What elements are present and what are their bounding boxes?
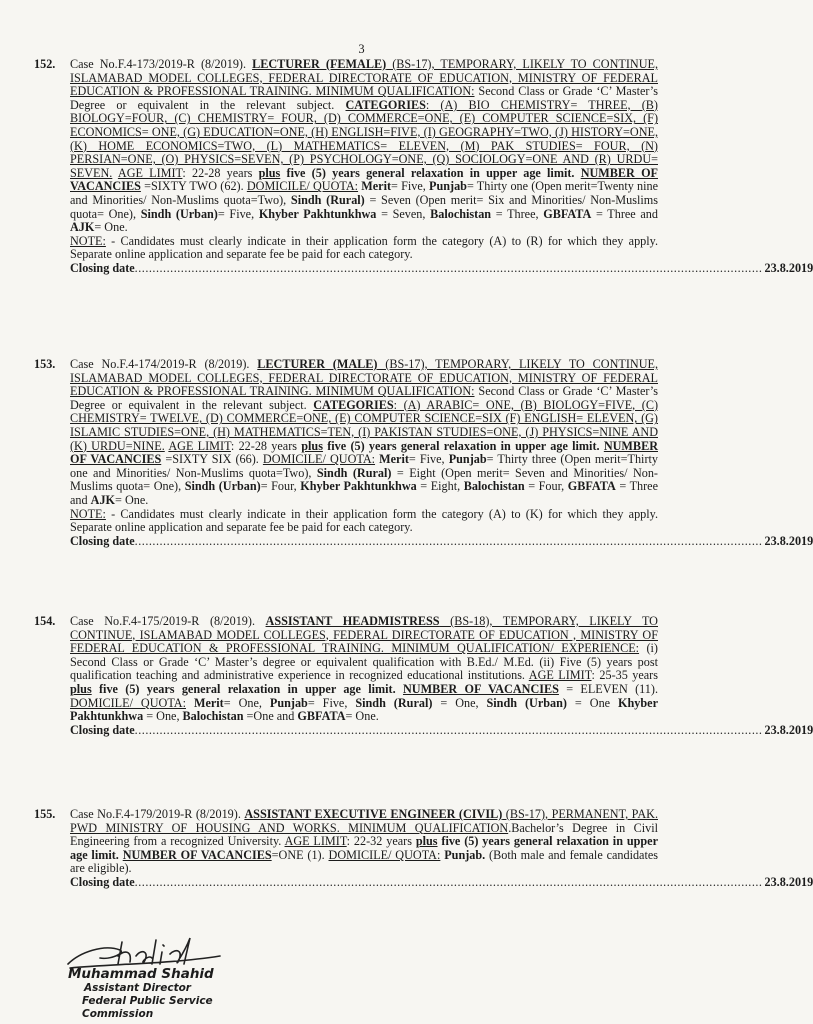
text-segment: Bachelor’s Degree in Civil Engineering from a recognized University. [70,820,658,849]
closing-date-row [70,722,813,738]
text-segment: = Thirty three (Open merit=Thirty one and Minorities/ Non-Muslims quota=Two), [70,452,658,480]
case-body [70,58,658,235]
text-segment: ASSISTANT EXECUTIVE ENGINEER (CIVIL) [244,807,503,821]
text-segment: = ELEVEN (11). [558,681,659,696]
text-segment: : 22-28 years [230,438,302,453]
text-segment: plus [301,438,323,453]
page-number: 3 [358,42,365,56]
text-segment: NUMBER OF VACANCIES [122,847,272,862]
text-segment: Second Class or Grade ‘C’ Master’s Degree or equivalent in the relevant subject. [70,384,658,412]
note-label: NOTE: [70,233,106,248]
text-segment: (i) Second Class or Grade ‘C’ Master’s degree or equivalent qualification with B.Ed./ M.Ed. (ii) Five (5) years post qualification teaching and administrative experience in recognized educational institutions. [70,641,658,683]
text-segment: Khyber Pakhtunkhwa [300,479,417,494]
signatory-title: Assistant Director [84,982,191,994]
text-segment: Punjab. [444,847,486,862]
text-segment: Punjab [429,179,467,194]
text-segment: AGE LIMIT [284,834,347,849]
case-note [70,508,658,535]
text-segment: DOMICILE/ QUOTA: [328,847,441,862]
text-segment: NUMBER OF VACANCIES [70,438,658,467]
text-segment: GBFATA [543,206,592,221]
case-body [70,615,658,724]
text-segment: : (A) BIO CHEMISTRY= THREE, (B) BIOLOGY=FOUR, (C) CHEMISTRY= FOUR, (D) COMMERCE=ONE, (E) COMPUTER SCIENCE=SIX, (F) ECONOMICS= ONE, (G) EDUCATION=ONE, (H) ENGLISH=FIVE, (I) GEOGRAPHY=TWO, (J) HISTORY=ONE, (K) HOME ECONOMICS=TWO, (L) MATHEMATICS= ELEVEN, (M) PAK STUDIES= FOUR, (N) PERSIAN=ONE, (O) PHYSICS=SEVEN, (P) PSYCHOLOGY=ONE, (Q) SOCIOLOGY=ONE AND (R) URDU= SEVEN. [70,97,658,180]
text-segment: = Thirty one (Open merit=Twenty nine and Minorities/ Non-Muslims quota=Two), [70,179,659,207]
text-segment: = One. [345,709,379,724]
dot-leader: ................................................................................................................................................................................. [134,874,763,889]
case-number: 155. [34,807,56,821]
case-body [70,358,658,508]
text-segment: Case No.F.4-174/2019-R (8/2019). [70,357,258,371]
signatory-name: Muhammad Shahid [68,966,214,982]
text-segment: NUMBER OF VACANCIES [402,681,559,696]
text-segment: : 22-32 years [346,834,416,849]
text-segment: = Seven (Open merit= Six and Minorities/ Non-Muslims quota= One), [70,192,658,221]
dot-leader: ................................................................................................................................................................................. [134,533,763,548]
text-segment: (BS-18), TEMPORARY, LIKELY TO CONTINUE, ISLAMABAD MODEL COLLEGES, FEDERAL DIRECTORATE OF EDUCATION , MINISTRY OF FEDERAL EDUCATION & PROFESSIONAL TRAINING. MINIMUM QUALIFICATION/ EXPERIENCE: [70,614,658,656]
closing-date: 23.8.2019 [764,874,813,889]
text-segment: Balochistan [430,206,492,221]
case-body [70,808,658,876]
text-segment: DOMICILE/ QUOTA: [246,179,359,194]
text-segment: = One. [94,220,128,235]
text-segment: CATEGORIES [345,97,426,112]
text-segment: Sindh (Urban) [486,695,567,710]
text-segment: (BS-17), TEMPORARY, LIKELY TO CONTINUE, ISLAMABAD MODEL COLLEGES, FEDERAL DIRECTORATE OF EDUCATION, MINISTRY OF FEDERAL EDUCATION & PROFESSIONAL TRAINING. MINIMUM QUALIFICATION: [70,357,658,399]
text-segment: = One [566,695,619,710]
text-segment [186,696,194,710]
text-segment: : (A) ARABIC= ONE, (B) BIOLOGY=FIVE, (C) CHEMISTRY= TWELVE, (D) COMMERCE=ONE, (E) COMPUTER SCIENCE=SIX (F) ENGLISH= ELEVEN, (G) ISLAMIC STUDIES=ONE, (H) MATHEMATICS=TEN, (I) PAKISTAN STUDIES=ONE, (J) PHYSICS=NINE AND (K) URDU=NINE. [70,397,659,453]
case-153 [34,357,813,548]
text-segment: GBFATA [567,479,616,494]
text-segment: plus [258,165,281,180]
note-text: - Candidates must clearly indicate in their application form the category (A) to (K) for which they apply. Separate online application and separate fee be paid for each category. [70,506,658,535]
text-segment: Balochistan [182,709,244,724]
text-segment: Sindh (Urban) [184,479,261,494]
note-text: - Candidates must clearly indicate in their application form the category (A) to (R) for which they apply. Separate online application and separate fee be paid for each category. [70,233,658,262]
signature-block [60,934,260,1021]
text-segment: five (5) years general relaxation in upper age limit. [91,681,403,696]
case-154 [34,614,813,737]
text-segment: = Three, [491,206,544,221]
closing-label: Closing date [70,722,135,737]
text-segment: five (5) years general relaxation in upper age limit. [70,834,658,862]
text-segment: Balochistan [463,479,525,494]
text-segment: five (5) years general relaxation in upper age limit. [280,165,581,180]
text-segment: Case No.F.4-173/2019-R (8/2019). [70,57,253,71]
text-segment: = One. [115,492,149,507]
text-segment: Punjab [269,695,308,710]
text-segment: Sindh (Urban) [140,206,218,221]
text-segment: . [508,820,512,835]
text-segment: LECTURER (FEMALE) [252,57,387,71]
text-segment: Merit [361,179,392,194]
dot-leader: ................................................................................................................................................................................. [134,722,763,737]
closing-date: 23.8.2019 [764,260,813,275]
text-segment: plus [70,681,92,696]
text-segment: AGE LIMIT [168,438,231,453]
case-number: 153. [34,357,56,371]
text-segment: : 22-28 years [182,165,259,180]
text-segment: = One, [223,695,270,710]
closing-date-row [70,874,813,890]
text-segment: Merit [379,452,409,467]
text-segment: =SIXTY TWO (62). [140,179,247,194]
text-segment: plus [415,834,438,849]
text-segment: = One, [143,709,183,724]
text-segment: GBFATA [297,709,346,724]
text-segment: five (5) years general relaxation in upper age limit. [322,438,604,453]
case-155 [34,807,813,890]
closing-label: Closing date [70,533,135,548]
case-number: 154. [34,614,56,628]
text-segment: LECTURER (MALE) [257,357,378,371]
text-segment: Sindh (Rural) [355,695,433,710]
dot-leader: ................................................................................................................................................................................. [134,260,763,275]
text-segment: Sindh (Rural) [290,192,365,207]
closing-date-row [70,533,813,549]
closing-date: 23.8.2019 [764,722,813,737]
text-segment: = Five, [408,452,449,467]
text-segment: AJK [90,492,116,507]
text-segment: = One, [432,695,487,710]
text-segment: =One and [243,709,298,724]
text-segment: Khyber Pakhtunkhwa [70,695,658,724]
case-152 [34,57,813,276]
text-segment: ASSISTANT HEADMISTRESS [265,614,440,628]
text-segment: Case No.F.4-175/2019-R (8/2019). [70,614,266,628]
text-segment: AJK [70,220,95,235]
text-segment: NUMBER OF VACANCIES [70,165,658,194]
text-segment: Merit [193,695,224,710]
text-segment: Sindh (Rural) [316,465,392,480]
text-segment: = Five, [307,695,356,710]
text-segment: Case No.F.4-179/2019-R (8/2019). [70,807,245,821]
case-note [70,235,658,262]
text-segment: = Five, [217,206,259,221]
text-segment: = Eight (Open merit= Seven and Minorities/ Non-Muslims quota= One), [70,465,658,494]
text-segment: = Three and [70,479,658,507]
text-segment: (BS-17), TEMPORARY, LIKELY TO CONTINUE, ISLAMABAD MODEL COLLEGES, FEDERAL DIRECTORATE OF EDUCATION, MINISTRY OF FEDERAL EDUCATION & PROFESSIONAL TRAINING. MINIMUM QUALIFICATION: [70,57,658,99]
text-segment: = Four, [260,479,301,494]
text-segment: AGE LIMIT [528,668,592,683]
text-segment: (BS-17), PERMANENT, PAK. PWD MINISTRY OF HOUSING AND WORKS. MINIMUM QUALIFICATION [70,807,658,835]
text-segment: = Four, [524,479,568,494]
closing-label: Closing date [70,874,135,889]
text-segment: = Seven, [376,206,431,221]
text-segment: Khyber Pakhtunkhwa [258,206,377,221]
text-segment: DOMICILE/ QUOTA: [262,452,376,467]
signatory-organization: Federal Public Service Commission [82,995,213,1020]
closing-date-row [70,260,813,276]
text-segment: = Five, [391,179,430,194]
text-segment: : 25-35 years [591,668,658,683]
case-number: 152. [34,57,56,71]
closing-date: 23.8.2019 [764,533,813,548]
text-segment: CATEGORIES [313,397,394,412]
text-segment: AGE LIMIT [117,165,183,180]
text-segment: = Three and [591,206,658,221]
text-segment: Second Class or Grade ‘C’ Master’s Degree or equivalent in the relevant subject. [70,84,658,112]
closing-label: Closing date [70,260,135,275]
note-label: NOTE: [70,506,106,521]
text-segment: =SIXTY SIX (66). [161,452,263,467]
text-segment: =ONE (1). [271,847,329,862]
text-segment: (Both male and female candidates are eligible). [70,847,658,876]
text-segment: Punjab [448,452,487,467]
text-segment: = Eight, [416,479,464,494]
text-segment: DOMICILE/ QUOTA: [70,695,186,710]
